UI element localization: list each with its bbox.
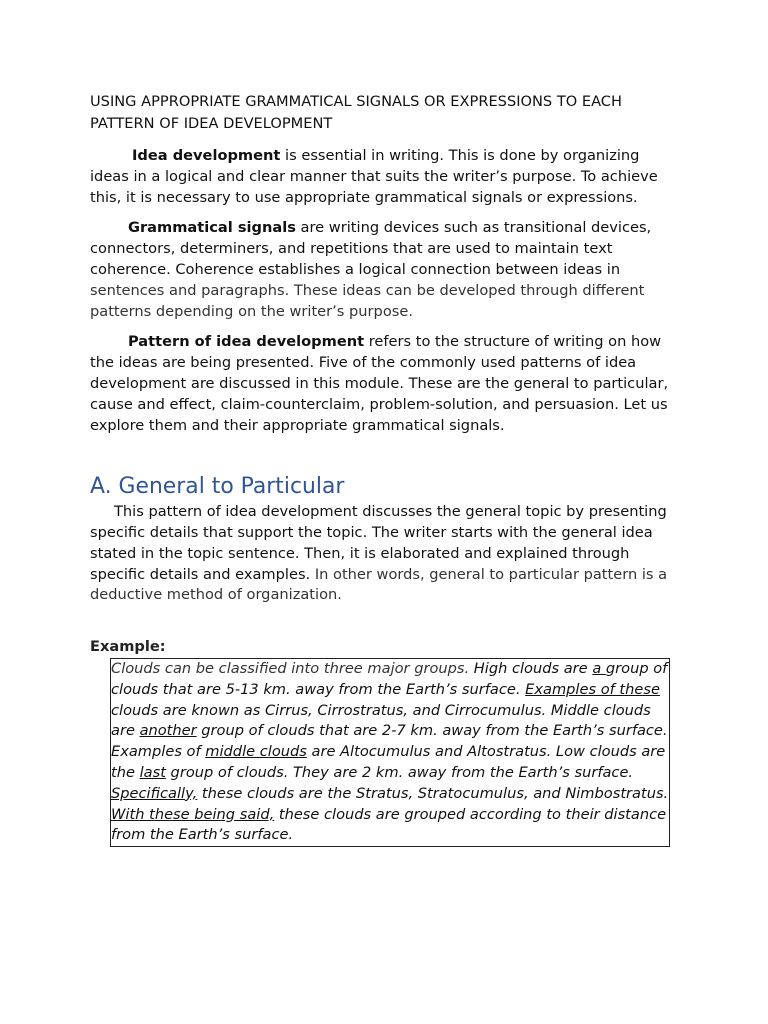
example-label: Example: xyxy=(90,638,166,656)
signal-underlined: another xyxy=(139,722,197,740)
term-grammatical-signals: Grammatical signals xyxy=(128,219,296,237)
paragraph-text: are writing devices such as transitional devices, connectors, determiners, and repetitions that are used to maintain text coherence. Coherence establishes a logical connection between ideas in xyxy=(90,219,652,278)
example-text: these clouds are grouped according to their distance from the Earth’s surface. xyxy=(111,805,667,844)
paragraph-pattern-definition xyxy=(90,332,680,436)
example-text: clouds are known as Cirrus, Cirrostratus, and Cirrocumulus. Middle clouds are xyxy=(111,701,651,740)
example-text: High clouds are xyxy=(469,659,593,677)
example-text: group of clouds that are 5-13 km. away from the Earth’s surface. xyxy=(111,659,668,698)
paragraph-text: is essential in writing. This is done by organizing ideas in a logical and clear manner that suits the writer’s purpose. To achieve this, it is necessary to use appropriate grammatical signals or expressions. xyxy=(90,147,658,206)
term-pattern-of-idea-development: Pattern of idea development xyxy=(128,333,365,351)
document-title xyxy=(90,91,680,134)
paragraph-general-to-particular xyxy=(90,502,680,606)
signal-underlined: middle clouds xyxy=(205,743,307,761)
signal-underlined: With these being said, xyxy=(111,805,275,823)
example-text: these clouds are the Stratus, Stratocumulus, and Nimbostratus. xyxy=(197,784,669,802)
signal-underlined: Examples of these xyxy=(525,680,660,698)
signal-underlined: last xyxy=(139,763,166,781)
title-line-1: USING APPROPRIATE GRAMMATICAL SIGNALS OR EXPRESSIONS TO EACH xyxy=(90,93,622,110)
signal-underlined: a xyxy=(592,659,606,677)
example-sentence: Clouds can be classified into three major groups. xyxy=(111,659,470,677)
example-text: are Altocumulus and Altostratus. Low clouds are the xyxy=(111,743,666,781)
paragraph-idea-development xyxy=(90,146,680,208)
title-line-2: PATTERN OF IDEA DEVELOPMENT xyxy=(90,114,333,132)
example-text: group of clouds that are 2-7 km. away from the Earth’s surface. Examples of xyxy=(111,722,668,761)
example-box xyxy=(110,658,670,847)
example-text: group of clouds. They are 2 km. away from the Earth’s surface. xyxy=(165,763,634,781)
paragraph-text-muted: sentences and paragraphs. These ideas can be developed through different patterns depending on the writer’s purpose. xyxy=(90,281,645,320)
paragraph-grammatical-signals xyxy=(90,218,680,322)
paragraph-text-muted: In other words, general to particular pattern is a deductive method of organization. xyxy=(90,565,668,604)
document-page xyxy=(90,91,680,847)
term-idea-development: Idea development xyxy=(132,147,281,164)
paragraph-text: This pattern of idea development discusses the general topic by presenting specific details that support the topic. The writer starts with the general idea stated in the topic sentence. Then, it is elaborated and explained through specific details and examples. xyxy=(90,503,667,583)
section-heading-general-to-particular: A. General to Particular xyxy=(90,474,345,500)
paragraph-text: refers to the structure of writing on how the ideas are being presented. Five of the commonly used patterns of idea development are discussed in this module. These are the general to particular, cause and effect, claim-counterclaim, problem-solution, and persuasion. Let us explore them and their appropriate grammatical signals. xyxy=(90,333,669,434)
signal-underlined: Specifically, xyxy=(111,784,198,802)
